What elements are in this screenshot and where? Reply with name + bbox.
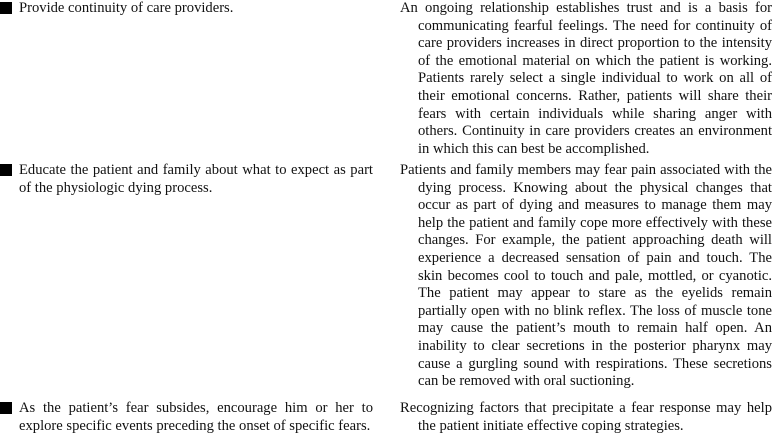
intervention-cell [0, 400, 373, 435]
intervention-text: Educate the patient and family about what to expect as part of the physiologic dying process. [19, 162, 373, 196]
rationale-text: An ongoing relationship establishes trust and is a basis for communicating fearful feelings. The need for continuity of care providers increases in direct proportion to the intensity of the emotional material on which the patient is working. Patients rarely select a single individual to work on all of their emotional concerns. Rather, patients will share their fears with certain individuals while sharing anger with others. Continuity in care providers creates an environment in which this can best be accomplished. [400, 0, 772, 157]
square-bullet-icon [0, 402, 12, 414]
intervention-cell [0, 162, 373, 197]
intervention-text: As the patient’s fear subsides, encourage him or her to explore specific events preceding the onset of specific fears. [19, 400, 373, 434]
intervention-cell [0, 0, 373, 18]
intervention-text: Provide continuity of care providers. [19, 0, 234, 16]
square-bullet-icon [0, 164, 12, 176]
square-bullet-icon [0, 2, 12, 14]
rationale-text: Recognizing factors that precipitate a fear response may help the patient initiate effective coping strategies. [400, 400, 772, 434]
rationale-text: Patients and family members may fear pain associated with the dying process. Knowing about the physical changes that occur as part of dying and measures to manage them may help the patient and family cope more effectively with these changes. For example, the patient approaching death will experience a decreased sensation of pain and touch. The skin becomes cool to touch and pale, mottled, or cyanotic. The patient may appear to stare as the eyelids remain partially open with no blink reflex. The loss of muscle tone may cause the patient’s mouth to remain half open. An inability to clear secretions in the posterior pharynx may cause a gurgling sound with respirations. These secretions can be removed with oral suctioning. [400, 162, 772, 390]
